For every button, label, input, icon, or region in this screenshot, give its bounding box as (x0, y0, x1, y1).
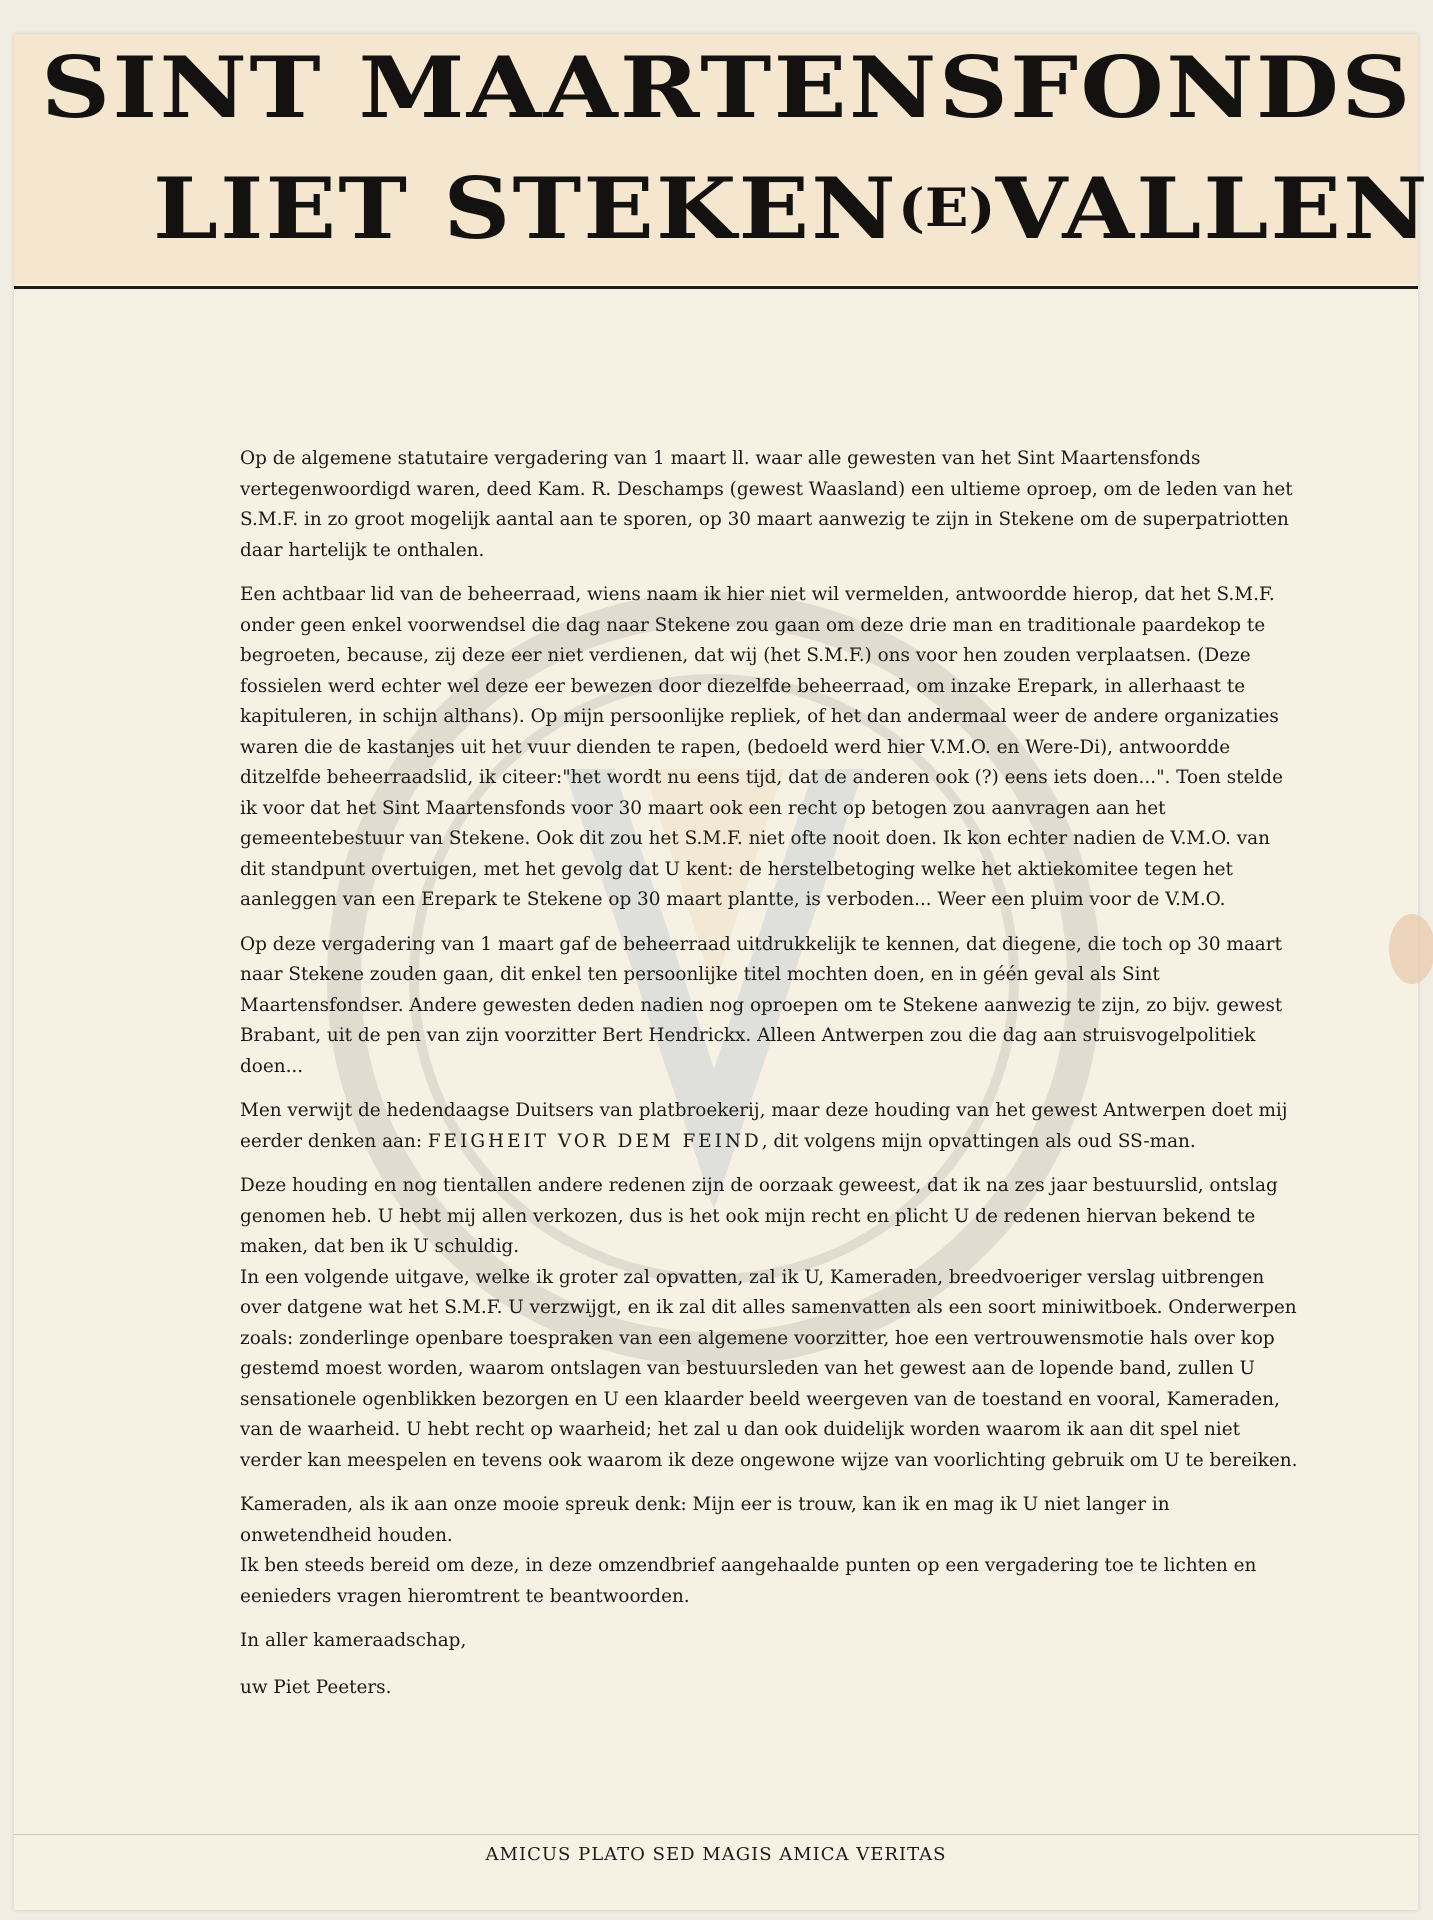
paragraph-4-spaced-phrase: FEIGHEIT VOR DEM FEIND (427, 1130, 762, 1152)
headline-line-2-part-a: LIET STEKEN (153, 159, 898, 258)
paragraph-5: Deze houding en nog tientallen andere redenen zijn de oorzaak geweest, dat ik na zes jaar bestuurslid, ontslag genomen heb. U hebt mij allen verkozen, dus is het ook mijn recht en plicht U de redenen hiervan bekend te maken, dat ben ik U schuldig. (240, 1175, 1278, 1257)
paragraph-4 (240, 1096, 1300, 1157)
header-rule (14, 286, 1418, 289)
closing-line: In aller kameraadschap, (240, 1630, 467, 1651)
paragraph-3: Op deze vergadering van 1 maart gaf de beheerraad uitdrukkelijk te kennen, dat diegene, die toch op 30 maart naar Stekene zouden gaan, dit enkel ten persoonlijke titel mochten doen, en in géén geval als Sint Maartensfondser. Andere gewesten deden nadien nog oproepen om te Stekene aanwezig te zijn, zo bijv. gewest Brabant, uit de pen van zijn voorzitter Bert Hendrickx. Alleen Antwerpen zou die dag aan struisvogelpolitiek doen... (240, 933, 1283, 1077)
paragraph-2: Een achtbaar lid van de beheerraad, wiens naam ik hier niet wil vermelden, antwoordde hierop, dat het S.M.F. onder geen enkel voorwendsel die dag naar Stekene zou gaan om deze drie man en traditionale paardekop te begroeten, because, zij deze eer niet verdienen, dat wij (het S.M.F.) ons voor hen zouden verplaatsen. (Deze fossielen werd echter wel deze eer bewezen door diezelfde beheerraad, om inzake Erepark, in allerhaast te kapituleren, in schijn althans). Op mijn persoonlijke repliek, of het dan andermaal weer de andere organizaties waren die de kastanjes uit het vuur dienden te rapen, (bedoeld werd hier V.M.O. en Were-Di), antwoordde ditzelfde beheerraadslid, ik citeer:"het wordt nu eens tijd, dat de anderen ook (?) eens iets doen...". Toen stelde ik voor dat het Sint Maartensfonds voor 30 maart ook een recht op betogen zou aanvragen aan het gemeentebestuur van Stekene. Ook dit zou het S.M.F. niet ofte nooit doen. Ik kon echter nadien de V.M.O. van dit standpunt overtuigen, met het gevolg dat U kent: de herstelbetoging welke het aktiekomitee tegen het aanleggen van een Erepark te Stekene op 30 maart plantte, is verboden... Weer een pluim voor de V.M.O. (240, 584, 1283, 910)
headline-line-2 (153, 159, 1430, 258)
headline-small-e: (E) (897, 178, 996, 239)
document-page (14, 34, 1430, 1910)
paragraph-7: Kameraden, als ik aan onze mooie spreuk denk: Mijn eer is trouw, kan ik en mag ik U niet langer in onwetendheid houden. (240, 1494, 1170, 1546)
letter-body (240, 444, 1300, 1717)
paragraph-6: In een volgende uitgave, welke ik groter zal opvatten, zal ik U, Kameraden, breedvoeriger verslag uitbrengen over datgene wat het S.M.F. U verzwijgt, en ik zal dit alles samenvatten als een soort miniwitboek. Onderwerpen zoals: zonderlinge openbare toespraken van een algemene voorzitter, hoe een vertrouwensmotie hals over kop gestemd moest worden, waarom ontslagen van bestuursleden van het gewest aan de lopende band, zullen U sensationele ogenblikken bezorgen en U een klaarder beeld weergeven van de toestand en vooral, Kameraden, van de waarheid. U hebt recht op waarheid; het zal u dan ook duidelijk worden waarom ik aan dit spel niet verder kan meespelen en tevens ook waarom ik deze ongewone wijze van voorlichting gebruik om U te bereiken. (240, 1266, 1298, 1471)
footer-motto: AMICUS PLATO SED MAGIS AMICA VERITAS (485, 1844, 947, 1865)
bottom-rule (14, 1834, 1418, 1835)
paragraph-1: Op de algemene statutaire vergadering van 1 maart ll. waar alle gewesten van het Sint Maartensfonds vertegenwoordigd waren, deed Kam. R. Deschamps (gewest Waasland) een ultieme oproep, om de leden van het S.M.F. in zo groot mogelijk aantal aan te sporen, op 30 maart aanwezig te zijn in Stekene om de superpatriotten daar hartelijk te onthalen. (240, 448, 1293, 561)
headline-line-1: SINT MAARTENSFONDS (41, 38, 1413, 137)
paragraph-4-part-b: , dit volgens mijn opvattingen als oud SS-man. (761, 1130, 1196, 1152)
paper-stain (1389, 914, 1433, 984)
paragraph-4-part-a: Men verwijt de hedendaagse Duitsers van platbroekerij, maar deze houding van het gewest Antwerpen doet mij eerder denken aan: (240, 1100, 1288, 1152)
header-band (14, 34, 1430, 284)
headline-line-2-part-b: VALLEN (995, 159, 1430, 258)
paragraph-8: Ik ben steeds bereid om deze, in deze omzendbrief aangehaalde punten op een vergadering toe te lichten en eenieders vragen hieromtrent te beantwoorden. (240, 1555, 1257, 1607)
signature: uw Piet Peeters. (240, 1676, 392, 1698)
